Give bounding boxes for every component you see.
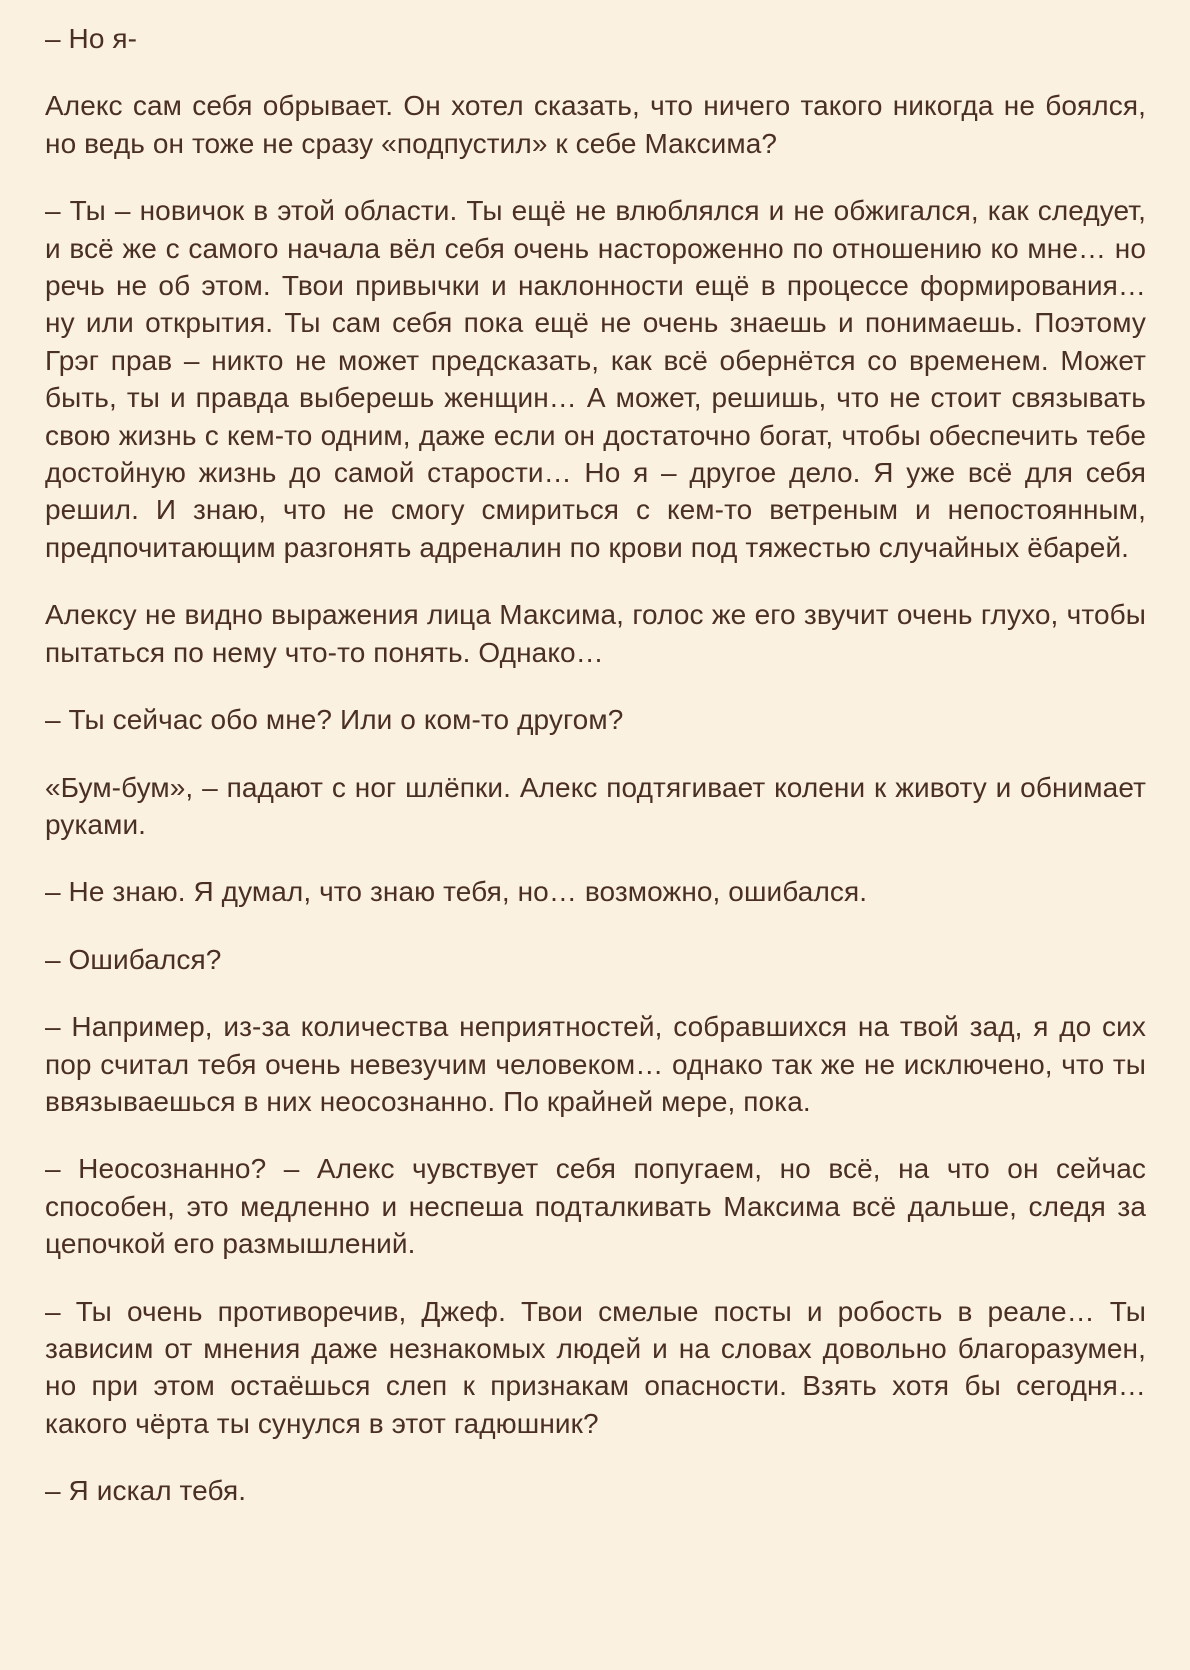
paragraph: – Ты сейчас обо мне? Или о ком-то другом?	[45, 704, 624, 736]
paragraph: – Ошибался?	[45, 943, 222, 975]
paragraph: – Я искал тебя.	[45, 1475, 247, 1507]
paragraph: – Неосознанно? – Алекс чувствует себя попугаем, но всё, на что он сейчас способен, это медленно и неспеша подталкивать Максима всё дальше, следя за цепочкой его размышлений.	[45, 1153, 1146, 1260]
paragraph: «Бум-бум», – падают с ног шлёпки. Алекс подтягивает колени к животу и обнимает руками.	[45, 771, 1146, 840]
paragraph: – Ты – новичок в этой области. Ты ещё не влюблялся и не обжигался, как следует, и всё же с самого начала вёл себя очень настороженно по отношению ко мне… но речь не об этом. Твои привычки и наклонности ещё в процессе формирования… ну или открытия. Ты сам себя пока ещё не очень знаешь и понимаешь. Поэтому Грэг прав – никто не может предсказать, как всё обернётся со временем. Может быть, ты и правда выберешь женщин… А может, решишь, что не стоит связывать свою жизнь с кем-то одним, даже если он достаточно богат, чтобы обеспечить тебе достойную жизнь до самой старости… Но я – другое дело. Я уже всё для себя решил. И знаю, что не смогу смириться с кем-то ветреным и непостоянным, предпочитающим разгонять адреналин по крови под тяжестью случайных ёбарей.	[45, 195, 1146, 563]
paragraph: Алекс сам себя обрывает. Он хотел сказать, что ничего такого никогда не боялся, но ведь он тоже не сразу «подпустил» к себе Максима?	[45, 90, 1146, 159]
paragraph: – Например, из-за количества неприятностей, собравшихся на твой зад, я до сих пор считал тебя очень невезучим человеком… однако так же не исключено, что ты ввязываешься в них неосознанно. По крайней мере, пока.	[45, 1011, 1146, 1117]
paragraph: – Ты очень противоречив, Джеф. Твои смелые посты и робость в реале… Ты зависим от мнения даже незнакомых людей и на словах довольно благоразумен, но при этом остаёшься слеп к признакам опасности. Взять хотя бы сегодня… какого чёрта ты сунулся в этот гадюшник?	[45, 1295, 1146, 1439]
paragraph: Алексу не видно выражения лица Максима, голос же его звучит очень глухо, чтобы пытаться по нему что-то понять. Однако…	[45, 599, 1146, 668]
paragraph: – Но я-	[45, 23, 138, 54]
paragraph: – Не знаю. Я думал, что знаю тебя, но… возможно, ошибался.	[45, 876, 868, 908]
